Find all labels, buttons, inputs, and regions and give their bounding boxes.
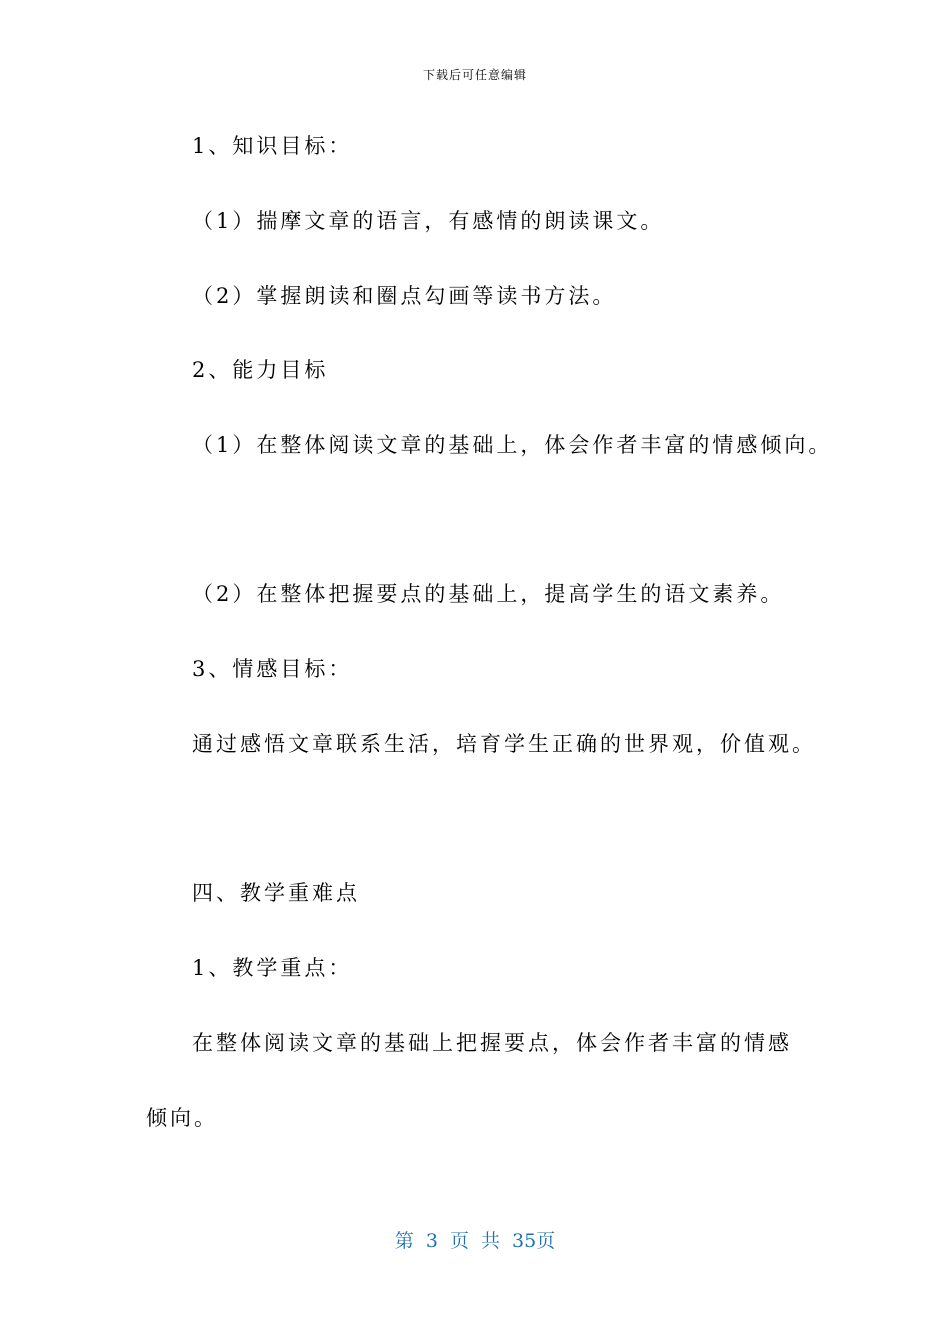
heading-knowledge-goal: 1、知识目标： <box>192 134 353 158</box>
heading-emotion-goal: 3、情感目标： <box>192 657 353 681</box>
heading-ability-goal: 2、能力目标 <box>192 358 329 382</box>
section-heading-key-points: 四、教学重难点 <box>192 881 360 905</box>
paragraph: 通过感悟文章联系生活，培育学生正确的世界观，价值观。 <box>192 732 816 756</box>
paragraph: 在整体阅读文章的基础上把握要点，体会作者丰富的情感 <box>192 1031 792 1055</box>
page-number-footer: 第 3 页 共 35页 <box>394 1230 556 1252</box>
header-note: 下载后可任意编辑 <box>422 68 527 82</box>
heading-teaching-focus: 1、教学重点： <box>192 956 353 980</box>
paragraph: （1）在整体阅读文章的基础上，体会作者丰富的情感倾向。 <box>192 433 833 457</box>
paragraph: （1）揣摩文章的语言，有感情的朗读课文。 <box>192 209 665 233</box>
paragraph: （2）在整体把握要点的基础上，提高学生的语文素养。 <box>192 582 785 606</box>
paragraph: （2）掌握朗读和圈点勾画等读书方法。 <box>192 284 617 308</box>
paragraph: 倾向。 <box>146 1106 218 1130</box>
